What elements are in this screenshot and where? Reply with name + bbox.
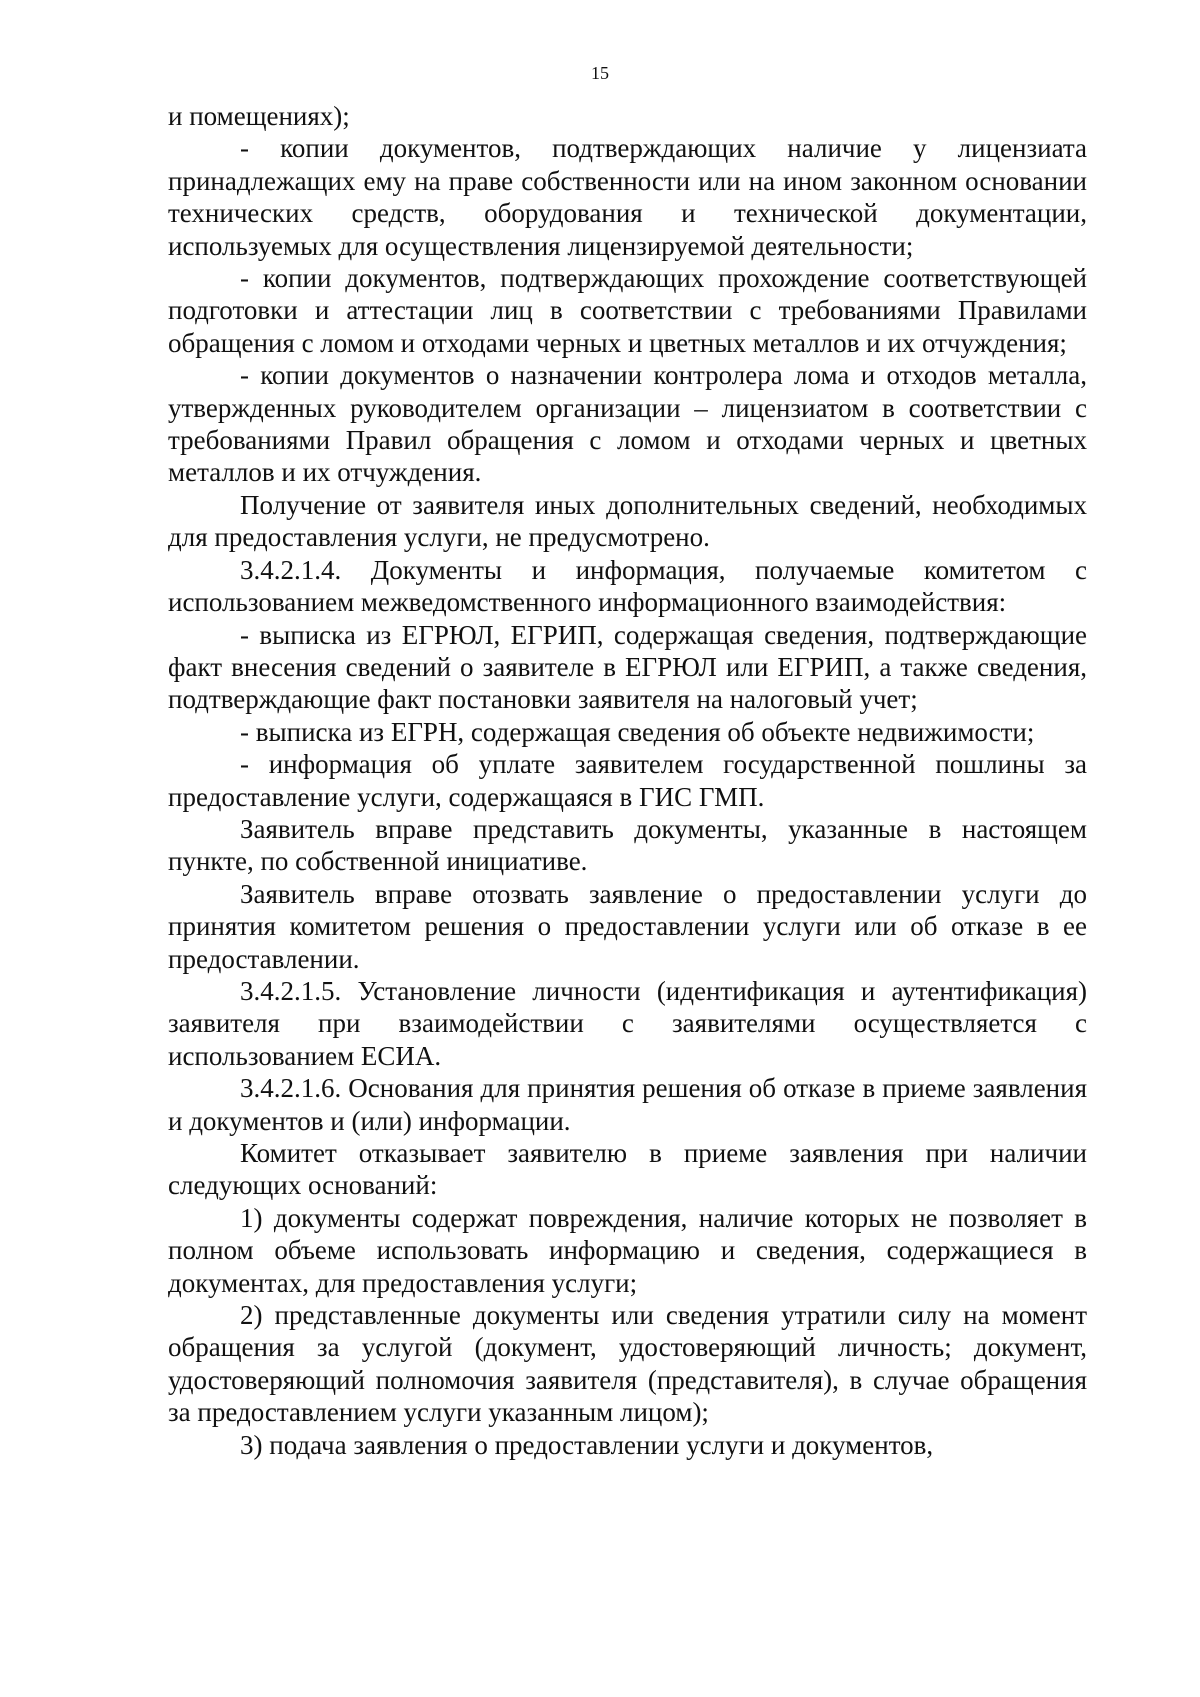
document-body <box>168 100 1087 1461</box>
paragraph: 2) представленные документы или сведения утратили силу на момент обращения за услугой (документ, удостоверяющий личность; документ, удостоверяющий полномочия заявителя (представителя), в случае обращения за предоставлением услуги указанным лицом); <box>168 1300 1087 1428</box>
paragraph: - выписка из ЕГРН, содержащая сведения об объекте недвижимости; <box>240 716 1035 747</box>
paragraph: - выписка из ЕГРЮЛ, ЕГРИП, содержащая сведения, подтверждающие факт внесения сведений о заявителе в ЕГРЮЛ или ЕГРИП, а также сведения, подтверждающие факт постановки заявителя на налоговый учет; <box>168 619 1087 715</box>
paragraph: Заявитель вправе отозвать заявление о предоставлении услуги до принятия комитетом решения о предоставлении услуги или об отказе в ее предоставлении. <box>168 878 1087 974</box>
paragraph: - копии документов о назначении контролера лома и отходов металла, утвержденных руководителем организации – лицензиатом в соответствии с требованиями Правил обращения с ломом и отходами черных и цветных металлов и их отчуждения. <box>168 360 1087 488</box>
paragraph: 3.4.2.1.6. Основания для принятия решения об отказе в приеме заявления и документов и (или) информации. <box>168 1073 1087 1136</box>
paragraph: 1) документы содержат повреждения, наличие которых не позволяет в полном объеме использовать информацию и сведения, содержащиеся в документах, для предоставления услуги; <box>168 1202 1087 1298</box>
paragraph: Заявитель вправе представить документы, указанные в настоящем пункте, по собственной инициативе. <box>168 813 1087 877</box>
paragraph: 3.4.2.1.4. Документы и информация, получаемые комитетом с использованием межведомственного информационного взаимодействия: <box>168 554 1087 618</box>
page-number: 15 <box>591 63 609 83</box>
paragraph: - копии документов, подтверждающих прохождение соответствующей подготовки и аттестации лиц в соответствии с требованиями Правилами обращения с ломом и отходами черных и цветных металлов и их отчуждения; <box>168 263 1087 358</box>
paragraph: Комитет отказывает заявителю в приеме заявления при наличии следующих оснований: <box>168 1138 1087 1201</box>
paragraph: 3.4.2.1.5. Установление личности (идентификация и аутентификация) заявителя при взаимодействии с заявителями осуществляется с использованием ЕСИА. <box>168 975 1087 1071</box>
paragraph: Получение от заявителя иных дополнительных сведений, необходимых для предоставления услуги, не предусмотрено. <box>168 489 1087 553</box>
paragraph: 3) подача заявления о предоставлении услуги и документов, <box>240 1429 934 1460</box>
paragraph: - копии документов, подтверждающих наличие у лицензиата принадлежащих ему на праве собственности или на ином законном основании технических средств, оборудования и технической документации, используемых для осуществления лицензируемой деятельности; <box>168 133 1087 261</box>
paragraph: - информация об уплате заявителем государственной пошлины за предоставление услуги, содержащаяся в ГИС ГМП. <box>168 749 1087 812</box>
paragraph: и помещениях); <box>168 101 350 131</box>
